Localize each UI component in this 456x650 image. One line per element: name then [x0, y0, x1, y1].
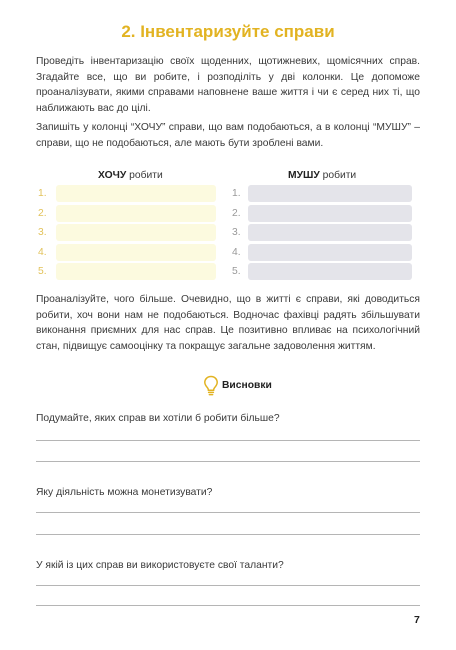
must-item-number: 5.: [232, 266, 241, 277]
page-number: 7: [414, 614, 420, 626]
must-item-field[interactable]: [248, 263, 412, 280]
want-item-number: 3.: [38, 227, 47, 238]
answer-line[interactable]: [36, 585, 420, 586]
must-item-field[interactable]: [248, 205, 412, 222]
want-item-number: 5.: [38, 266, 47, 277]
want-item-number: 1.: [38, 188, 47, 199]
want-item-field[interactable]: [56, 244, 216, 261]
want-header-strong: ХОЧУ: [98, 170, 127, 181]
question-3: У якій із цих справ ви використовуєте свої таланти?: [36, 560, 284, 571]
conclusions-heading: Висновки: [222, 380, 272, 391]
instruction-paragraph: Запишіть у колонці “ХОЧУ” справи, що вам подобаються, а в колонці “МУШУ” – справи, що не подобаються, але мають бути зроблені вами.: [36, 122, 420, 149]
want-item-number: 2.: [38, 208, 47, 219]
section-title: 2. Інвентаризуйте справи: [121, 22, 335, 41]
must-item-number: 3.: [232, 227, 241, 238]
question-1: Подумайте, яких справ ви хотіли б робити більше?: [36, 413, 280, 424]
want-item-field[interactable]: [56, 224, 216, 241]
want-item-field[interactable]: [56, 205, 216, 222]
must-item-number: 4.: [232, 247, 241, 258]
answer-line[interactable]: [36, 440, 420, 441]
answer-line[interactable]: [36, 512, 420, 513]
lightbulb-icon: [203, 375, 219, 397]
want-item-field[interactable]: [56, 185, 216, 202]
must-item-number: 2.: [232, 208, 241, 219]
answer-line[interactable]: [36, 534, 420, 535]
answer-line[interactable]: [36, 605, 420, 606]
must-item-field[interactable]: [248, 244, 412, 261]
analysis-paragraph: Проаналізуйте, чого більше. Очевидно, що в житті є справи, які доводиться робити, хоч вони нам не подобаються. Водночас фахівці радять збільшувати виконання приємних для нас справ. Це позитивно впливає на психологічний стан, підвищує самооцінку та покращує загальне задоволення життям.: [36, 294, 420, 352]
answer-line[interactable]: [36, 461, 420, 462]
question-2: Яку діяльність можна монетизувати?: [36, 487, 213, 498]
must-item-field[interactable]: [248, 224, 412, 241]
intro-paragraph: Проведіть інвентаризацію своїх щоденних, щотижневих, щомісячних справ. Згадайте все, що ви робите, і розподіліть у дві колонки. Це допоможе проаналізувати, якими справами наповнене ваше життя і чи є серед них ті, що наближають вас до цілі.: [36, 56, 420, 114]
must-column-header: [288, 170, 356, 181]
must-item-number: 1.: [232, 188, 241, 199]
want-header-rest: робити: [126, 170, 163, 181]
must-header-strong: МУШУ: [288, 170, 320, 181]
must-header-rest: робити: [319, 170, 357, 181]
want-column-header: [98, 170, 163, 181]
want-item-field[interactable]: [56, 263, 216, 280]
want-item-number: 4.: [38, 247, 47, 258]
must-item-field[interactable]: [248, 185, 412, 202]
